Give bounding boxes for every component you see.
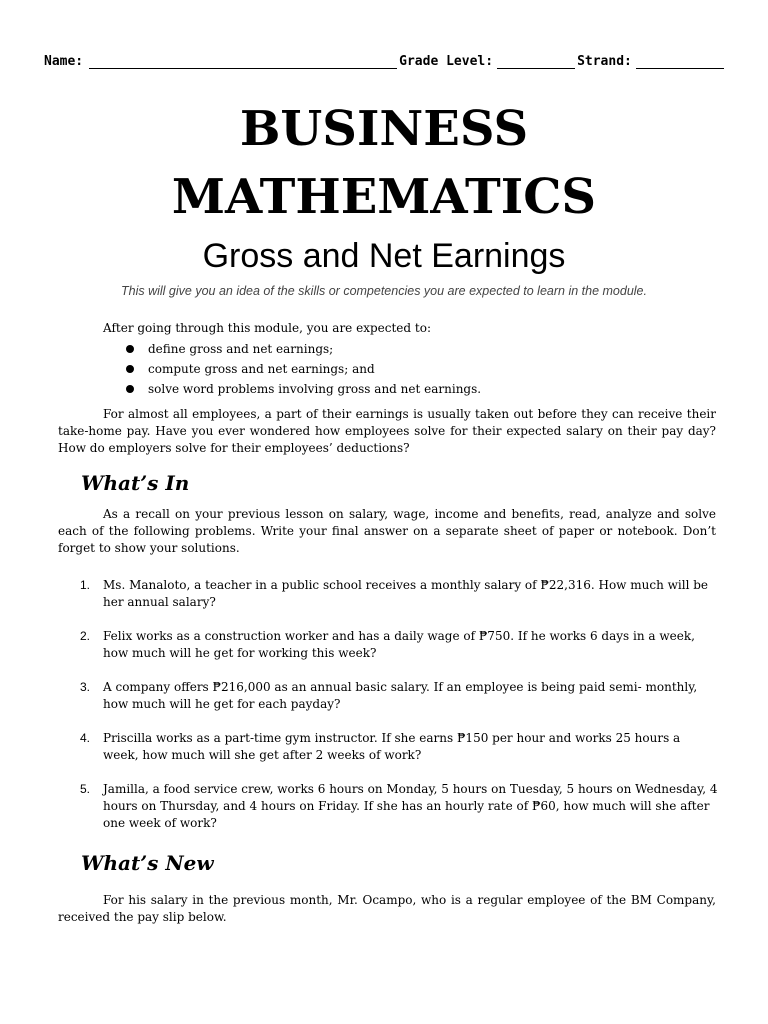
problem-number: 5. bbox=[80, 782, 91, 796]
bullet-icon bbox=[126, 365, 134, 373]
problem-item bbox=[58, 628, 718, 662]
problem-number: 1. bbox=[80, 578, 91, 592]
whats-new-paragraph: For his salary in the previous month, Mr. Ocampo, who is a regular employee of the BM Company, received the pay slip below. bbox=[58, 893, 716, 924]
grade-level-blank-line bbox=[497, 54, 575, 69]
problem-number: 3. bbox=[80, 680, 91, 694]
whats-in-heading: What’s In bbox=[81, 471, 190, 495]
strand-label: Strand: bbox=[577, 54, 632, 69]
bullet-icon bbox=[126, 345, 134, 353]
problem-number: 4. bbox=[80, 731, 91, 745]
problem-text: A company offers ₱216,000 as an annual basic salary. If an employee is being paid semi- monthly, how much will he get for each payday? bbox=[103, 680, 698, 711]
title-line-2: MATHEMATICS bbox=[171, 169, 597, 225]
intro-paragraph: For almost all employees, a part of their earnings is usually taken out before they can receive their take-home pay. Have you ever wondered how employees solve for their expected salary on their pay day? How do employers solve for their employees’ deductions? bbox=[58, 407, 716, 455]
problem-number: 2. bbox=[80, 629, 91, 643]
objectives-list bbox=[126, 341, 726, 401]
name-blank-line bbox=[89, 54, 397, 69]
objective-text: solve word problems involving gross and net earnings. bbox=[148, 382, 482, 396]
objective-item bbox=[126, 381, 726, 398]
problem-item bbox=[58, 679, 718, 713]
name-label: Name: bbox=[44, 54, 84, 69]
title-line-1: BUSINESS bbox=[239, 101, 529, 157]
whats-new-heading: What’s New bbox=[81, 851, 214, 875]
objectives-lead: After going through this module, you are expected to: bbox=[103, 321, 431, 335]
strand-blank-line bbox=[636, 54, 724, 69]
objective-item bbox=[126, 361, 726, 378]
problem-list bbox=[58, 577, 718, 849]
problem-text: Felix works as a construction worker and has a daily wage of ₱750. If he works 6 days in a week, how much will he get for working this week? bbox=[103, 629, 695, 660]
problem-text: Priscilla works as a part-time gym instructor. If she earns ₱150 per hour and works 25 hours a week, how much will she get after 2 weeks of work? bbox=[103, 731, 681, 762]
student-info-header bbox=[44, 54, 724, 69]
objective-text: compute gross and net earnings; and bbox=[148, 362, 375, 376]
whats-in-paragraph: As a recall on your previous lesson on salary, wage, income and benefits, read, analyze and solve each of the following problems. Write your final answer on a separate sheet of paper or notebook. Don’t forget to show your solutions. bbox=[58, 507, 716, 555]
objective-item bbox=[126, 341, 726, 358]
grade-level-label: Grade Level: bbox=[399, 54, 494, 69]
problem-text: Jamilla, a food service crew, works 6 hours on Monday, 5 hours on Tuesday, 5 hours on Wednesday, 4 hours on Thursday, and 4 hours on Friday. If she has an hourly rate of ₱60, how much will she after one week of work? bbox=[103, 782, 718, 830]
module-tagline: This will give you an idea of the skills or competencies you are expected to learn in the module. bbox=[121, 284, 647, 298]
problem-item bbox=[58, 577, 718, 611]
bullet-icon bbox=[126, 385, 134, 393]
problem-item bbox=[58, 730, 718, 764]
objective-text: define gross and net earnings; bbox=[148, 342, 334, 356]
problem-item bbox=[58, 781, 718, 832]
problem-text: Ms. Manaloto, a teacher in a public school receives a monthly salary of ₱22,316. How much will be her annual salary? bbox=[103, 578, 709, 609]
lesson-subtitle: Gross and Net Earnings bbox=[202, 237, 566, 275]
